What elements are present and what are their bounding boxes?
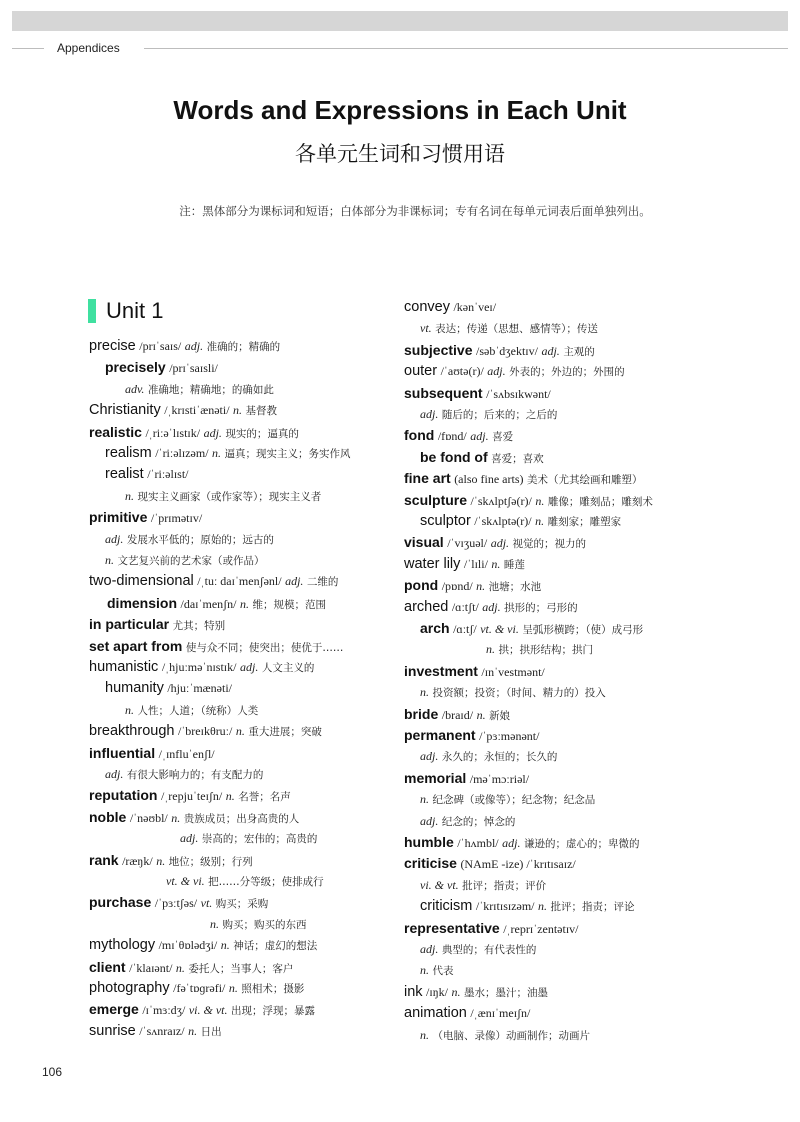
definition: 尤其；特别: [172, 620, 226, 633]
vocab-line: [486, 639, 593, 660]
vocab-line: [89, 978, 304, 999]
phonetic: /ˈskʌlptʃə(r)/: [470, 493, 532, 508]
part-of-speech: adj.: [105, 531, 124, 546]
definition: 谦逊的；虚心的；卑微的: [523, 838, 640, 850]
part-of-speech: n.: [451, 984, 461, 999]
part-of-speech: adj.: [420, 407, 439, 421]
part-of-speech: vt. & vi.: [480, 622, 519, 636]
phonetic: /ˌkrɪstiˈænəti/: [164, 403, 230, 418]
headword: bride: [404, 705, 439, 722]
phonetic: /ˌænɪˈmeɪʃn/: [470, 1006, 531, 1021]
vocab-line: [89, 614, 225, 635]
vocab-line: [89, 935, 317, 956]
headword: client: [89, 958, 126, 975]
phonetic: /daɪˈmenʃn/: [180, 596, 237, 611]
part-of-speech: n.: [220, 938, 230, 953]
vocab-line: [89, 999, 315, 1020]
vocab-line: [89, 892, 268, 913]
phonetic: /ˈsʌnraɪz/: [139, 1023, 185, 1038]
definition: 维；规模；范围: [252, 598, 326, 611]
part-of-speech: adj.: [203, 425, 222, 440]
definition: 有很大影响力的；有支配力的: [126, 769, 264, 781]
definition: 雕像；雕刻品；雕刻术: [547, 495, 653, 508]
part-of-speech: adj.: [184, 339, 204, 353]
vocab-line: [105, 443, 351, 464]
part-of-speech: n.: [420, 792, 429, 807]
phonetic: /ræŋk/: [122, 853, 153, 868]
phonetic: /ɪnˈvestmənt/: [481, 664, 545, 679]
part-of-speech: vt.: [200, 896, 213, 911]
headword: criticise: [404, 855, 457, 872]
phonetic: /ˈriːəlɪst/: [147, 467, 189, 482]
phonetic: /ɪˈmɜːdʒ/: [142, 1003, 186, 1018]
unit-heading: [88, 299, 163, 323]
part-of-speech: adj.: [420, 813, 439, 828]
phonetic: /braɪd/: [441, 707, 474, 722]
headword: purchase: [89, 894, 152, 911]
definition: 主观的: [563, 345, 595, 358]
vocab-line: [404, 597, 578, 618]
vocab-line: [125, 486, 321, 507]
headword: subjective: [404, 341, 473, 358]
part-of-speech: adj.: [239, 660, 259, 674]
part-of-speech: n.: [175, 960, 185, 975]
definition: 随后的；后来的；之后的: [441, 409, 558, 421]
definition: 墨水；墨汁；油墨: [463, 986, 548, 999]
definition: 使与众不同；使突出；使优于……: [185, 641, 344, 654]
definition: 美术（尤其绘画和雕塑）: [527, 474, 643, 487]
headword: reputation: [89, 787, 158, 804]
phonetic: /ˈklaɪənt/: [129, 960, 173, 975]
legend-note: 注：黑体部分为课标词和短语；白体部分为非课标词；专有名词在每单元词表后面单独列出。: [179, 204, 651, 218]
headword: sunrise: [89, 1022, 136, 1039]
definition: 拱形的；弓形的: [504, 601, 578, 614]
vocab-line: [404, 768, 529, 789]
headword: visual: [404, 534, 444, 551]
vocab-line: [420, 618, 643, 639]
headword: humanity: [105, 680, 164, 697]
phonetic: /ˈhʌmbl/: [457, 836, 499, 850]
headword: dimension: [107, 594, 178, 611]
part-of-speech: n.: [476, 579, 486, 594]
phonetic: /fɒnd/: [437, 429, 467, 444]
part-of-speech: adj.: [502, 836, 521, 850]
vocab-line: [420, 875, 546, 896]
unit-marker-bar: [88, 299, 96, 323]
definition: 地位；级别；行列: [168, 855, 253, 868]
vocab-line: [420, 318, 598, 339]
headword: sculptor: [420, 513, 471, 529]
vocab-line: [105, 764, 263, 785]
definition: 代表: [432, 965, 454, 978]
vocab-line: [89, 657, 314, 678]
part-of-speech: n.: [156, 853, 166, 868]
phonetic: /mɪˈθɒlədʒi/: [158, 938, 218, 953]
part-of-speech: n.: [420, 1027, 429, 1042]
headword: influential: [89, 744, 156, 761]
vocab-line: [89, 721, 322, 742]
headword: precise: [89, 338, 136, 354]
vocab-line: [89, 785, 291, 806]
headword: precisely: [105, 359, 166, 376]
running-head: Appendices: [57, 41, 120, 55]
headword: Christianity: [89, 402, 161, 419]
phonetic: /ˌriːəˈlɪstɪk/: [145, 425, 201, 440]
vocab-line: [420, 789, 595, 810]
vocab-line: [404, 1003, 530, 1024]
vocab-line: [404, 661, 545, 682]
vocab-line: [105, 357, 218, 378]
vocab-line: [125, 700, 258, 721]
vocab-line: [89, 336, 280, 357]
vocab-line: [420, 960, 454, 981]
phonetic: /ˈlɪli/: [463, 556, 488, 571]
part-of-speech: adj.: [470, 429, 489, 444]
definition: 典型的；有代表性的: [441, 944, 537, 956]
vocab-line: [404, 918, 579, 939]
vocab-line: [404, 575, 541, 596]
vocab-line: [89, 850, 253, 871]
vocab-line: [89, 807, 299, 828]
phonetic: /fəˈtɒɡrəfi/: [173, 981, 226, 995]
vocab-line: [420, 896, 635, 917]
vocab-line: [210, 914, 307, 935]
vocab-line: [404, 425, 513, 446]
part-of-speech: adj.: [541, 343, 560, 358]
part-of-speech: n.: [535, 514, 545, 528]
phonetic: /ɪŋk/: [426, 984, 448, 999]
definition: 发展水平低的；原始的；远古的: [126, 533, 274, 546]
definition: 出现；浮现；暴露: [231, 1005, 315, 1018]
headword: realism: [105, 445, 152, 461]
vocab-line: [105, 529, 274, 550]
definition: 池塘；水池: [488, 581, 542, 594]
part-of-speech: n.: [240, 596, 249, 611]
part-of-speech: n.: [535, 493, 545, 508]
part-of-speech: vt.: [420, 321, 432, 336]
vocab-line: [107, 593, 326, 614]
unit-title: Unit 1: [106, 298, 164, 323]
definition: 逼真；现实主义；务实作风: [224, 448, 351, 460]
vocab-line: [404, 725, 539, 746]
part-of-speech: vi. & vt.: [188, 1003, 228, 1018]
part-of-speech: n.: [228, 981, 238, 995]
vocab-line: [420, 511, 621, 532]
phonetic: /ˈaʊtə(r)/: [440, 364, 484, 379]
definition: 购买；采购: [215, 898, 269, 911]
definition: 雕刻家；雕塑家: [547, 516, 622, 528]
definition: 睡莲: [503, 558, 525, 571]
definition: 贵族成员；出身高贵的人: [183, 812, 300, 825]
definition: 拱；拱形结构；拱门: [498, 644, 593, 657]
headword: set apart from: [89, 637, 183, 654]
phonetic: /hjuːˈmænəti/: [167, 681, 233, 696]
part-of-speech: adj.: [105, 767, 124, 781]
phonetic: (also fine arts): [454, 472, 524, 487]
part-of-speech: n.: [210, 916, 219, 931]
definition: 批评；指责；评价: [462, 879, 547, 892]
part-of-speech: n.: [420, 963, 429, 978]
phonetic: /ˌhjuːməˈnɪstɪk/: [161, 660, 237, 674]
phonetic: /ˈskʌlptə(r)/: [474, 514, 532, 528]
definition: 准确的；精确的: [206, 341, 281, 353]
headword: sculpture: [404, 491, 468, 508]
headword: emerge: [89, 1001, 139, 1018]
headword: ink: [404, 983, 423, 1000]
definition: 批评；指责；评论: [550, 901, 635, 914]
definition: 二维的: [306, 576, 339, 589]
phonetic: /ˈprɪmətɪv/: [150, 511, 203, 526]
headword: outer: [404, 363, 438, 380]
vocab-line: [125, 379, 274, 400]
header-band: [12, 11, 788, 31]
phonetic: /ɑːtʃt/: [451, 599, 479, 614]
part-of-speech: n.: [188, 1023, 198, 1038]
definition: 日出: [200, 1025, 222, 1038]
phonetic: /məˈmɔːriəl/: [469, 771, 530, 786]
part-of-speech: adj.: [420, 749, 439, 764]
part-of-speech: n.: [491, 556, 501, 571]
vocab-line: [404, 490, 653, 511]
part-of-speech: n.: [538, 899, 548, 914]
part-of-speech: adj.: [487, 364, 506, 379]
headword: realistic: [89, 423, 142, 440]
phonetic: /ˈvɪʒuəl/: [447, 536, 488, 551]
page-number: 106: [42, 1065, 63, 1079]
headword: two-dimensional: [89, 573, 194, 590]
headword: in particular: [89, 616, 170, 633]
vocab-line: [404, 554, 525, 575]
headword: animation: [404, 1005, 467, 1022]
phonetic: /ˈriːəlɪzəm/: [155, 446, 209, 460]
phonetic: /kənˈveɪ/: [453, 300, 497, 314]
header-rule-right: [144, 48, 788, 49]
definition: 喜爱；喜欢: [491, 452, 544, 465]
phonetic: /ˈbreɪkθruː/: [177, 724, 233, 739]
part-of-speech: adj.: [180, 831, 199, 846]
vocab-line: [420, 682, 606, 703]
headword: fond: [404, 427, 435, 444]
vocab-line: [404, 361, 625, 382]
definition: 现实主义画家（或作家等）；现实主义者: [137, 490, 322, 503]
vocab-line: [420, 447, 544, 468]
part-of-speech: adj.: [482, 599, 501, 614]
part-of-speech: n.: [125, 702, 134, 717]
definition: 购买；购买的东西: [222, 918, 307, 931]
vocab-line: [404, 532, 586, 553]
headword: arched: [404, 598, 449, 615]
headword: noble: [89, 808, 127, 825]
headword: water lily: [404, 555, 461, 572]
vocab-line: [404, 853, 576, 874]
part-of-speech: adj.: [285, 574, 304, 589]
phonetic: /ˌrepjuˈteɪʃn/: [160, 789, 223, 804]
vocab-line: [404, 297, 496, 318]
part-of-speech: n.: [125, 488, 134, 503]
phonetic: /ˈnəʊbl/: [129, 810, 168, 825]
headword: pond: [404, 577, 439, 594]
vocab-line: [89, 507, 202, 528]
definition: 现实的；逼真的: [225, 427, 299, 440]
vocab-line: [420, 746, 557, 767]
vocab-line: [89, 743, 215, 764]
definition: 人性；人道；（统称）人类: [137, 704, 259, 717]
page-title-chinese: 各单元生词和习惯用语: [295, 142, 505, 166]
vocab-line: [105, 464, 189, 485]
part-of-speech: n.: [171, 810, 181, 825]
headword: primitive: [89, 509, 148, 526]
headword: memorial: [404, 769, 467, 786]
part-of-speech: vt. & vi.: [166, 874, 205, 888]
vocab-line: [404, 704, 510, 725]
headword: subsequent: [404, 384, 483, 401]
definition: 视觉的；视力的: [512, 538, 587, 551]
definition: 永久的；永恒的；长久的: [441, 751, 558, 764]
phonetic: /prɪˈsaɪs/: [139, 339, 182, 353]
vocab-line: [89, 957, 293, 978]
part-of-speech: n.: [233, 403, 243, 418]
phonetic: /prɪˈsaɪsli/: [169, 361, 218, 376]
vocab-line: [420, 811, 515, 832]
headword: mythology: [89, 937, 156, 954]
headword: humble: [404, 834, 454, 850]
vocab-line: [89, 400, 277, 421]
phonetic: /ˈpɜːmənənt/: [479, 729, 540, 743]
phonetic: (NAmE -ize) /ˈkrɪtɪsaɪz/: [460, 857, 576, 872]
phonetic: /ˈkrɪtɪsɪzəm/: [475, 899, 535, 914]
definition: 神话；虚幻的想法: [233, 940, 318, 953]
definition: 名誉；名声: [238, 791, 291, 804]
headword: breakthrough: [89, 723, 175, 740]
definition: 人文主义的: [261, 662, 315, 674]
definition: 投资额；投资；（时间、精力的）投入: [432, 687, 606, 700]
part-of-speech: adv.: [125, 381, 145, 396]
definition: 纪念的；悼念的: [441, 815, 516, 828]
phonetic: /ˌreprɪˈzentətɪv/: [503, 921, 579, 936]
vocab-line: [420, 1025, 590, 1046]
definition: 外表的；外边的；外围的: [509, 366, 625, 379]
vocab-line: [166, 871, 324, 892]
vocab-line: [180, 828, 317, 849]
vocab-line: [404, 982, 548, 1003]
headword: photography: [89, 980, 170, 996]
phonetic: /ˌtuː daɪˈmenʃənl/: [197, 574, 282, 589]
part-of-speech: n.: [235, 724, 245, 739]
headword: fine art: [404, 470, 451, 487]
part-of-speech: n.: [225, 789, 235, 804]
part-of-speech: vi. & vt.: [420, 877, 459, 892]
vocab-line: [89, 636, 343, 657]
phonetic: /pɒnd/: [441, 579, 473, 594]
headword: permanent: [404, 727, 476, 743]
vocab-line: [404, 468, 643, 489]
vocab-line: [105, 678, 232, 699]
headword: criticism: [420, 898, 473, 915]
definition: 呈弧形横跨；（使）成弓形: [522, 624, 644, 636]
definition: 重大进展；突破: [248, 726, 322, 739]
vocab-line: [404, 832, 639, 853]
vocab-line: [420, 939, 536, 960]
definition: 文艺复兴前的艺术家（或作品）: [117, 555, 265, 567]
headword: rank: [89, 851, 119, 868]
page-title-english: Words and Expressions in Each Unit: [173, 95, 627, 125]
part-of-speech: adj.: [490, 536, 510, 551]
definition: （电脑、录像）动画制作；动画片: [432, 1029, 590, 1042]
vocab-line: [105, 550, 265, 571]
vocab-line: [420, 404, 557, 425]
vocab-line: [404, 340, 595, 361]
phonetic: /ˈsʌbsɪkwənt/: [486, 386, 551, 401]
phonetic: /səbˈdʒektɪv/: [475, 343, 538, 358]
headword: be fond of: [420, 448, 488, 465]
phonetic: /ˌɪnfluˈenʃl/: [158, 746, 215, 761]
part-of-speech: n.: [476, 707, 486, 722]
part-of-speech: n.: [212, 446, 222, 460]
headword: convey: [404, 299, 450, 315]
part-of-speech: n.: [420, 685, 429, 700]
headword: representative: [404, 919, 500, 936]
definition: 委托人；当事人；客户: [188, 962, 294, 975]
definition: 准确地；精确地；的确如此: [147, 383, 274, 396]
definition: 纪念碑（或像等）；纪念物；纪念品: [432, 794, 596, 807]
part-of-speech: n.: [105, 553, 114, 567]
headword: realist: [105, 466, 144, 483]
vocab-line: [89, 1021, 222, 1042]
vocab-line: [404, 383, 551, 404]
vocab-line: [89, 422, 299, 443]
vocab-line: [89, 571, 338, 592]
phonetic: /ɑːtʃ/: [453, 622, 477, 636]
headword: investment: [404, 662, 478, 679]
headword: humanistic: [89, 659, 159, 675]
part-of-speech: adj.: [420, 942, 439, 956]
definition: 表达；传递（思想、感情等）；传送: [435, 323, 598, 336]
headword: arch: [420, 620, 450, 636]
phonetic: /ˈpɜːtʃəs/: [154, 896, 198, 911]
definition: 喜爱: [492, 431, 514, 444]
definition: 把……分等级；使排成行: [208, 876, 324, 888]
part-of-speech: n.: [486, 642, 495, 657]
definition: 崇高的；宏伟的；高贵的: [201, 833, 318, 846]
definition: 基督教: [245, 405, 278, 418]
definition: 照相术；摄影: [241, 983, 305, 995]
definition: 新娘: [489, 709, 511, 722]
header-rule-left: [12, 48, 44, 49]
